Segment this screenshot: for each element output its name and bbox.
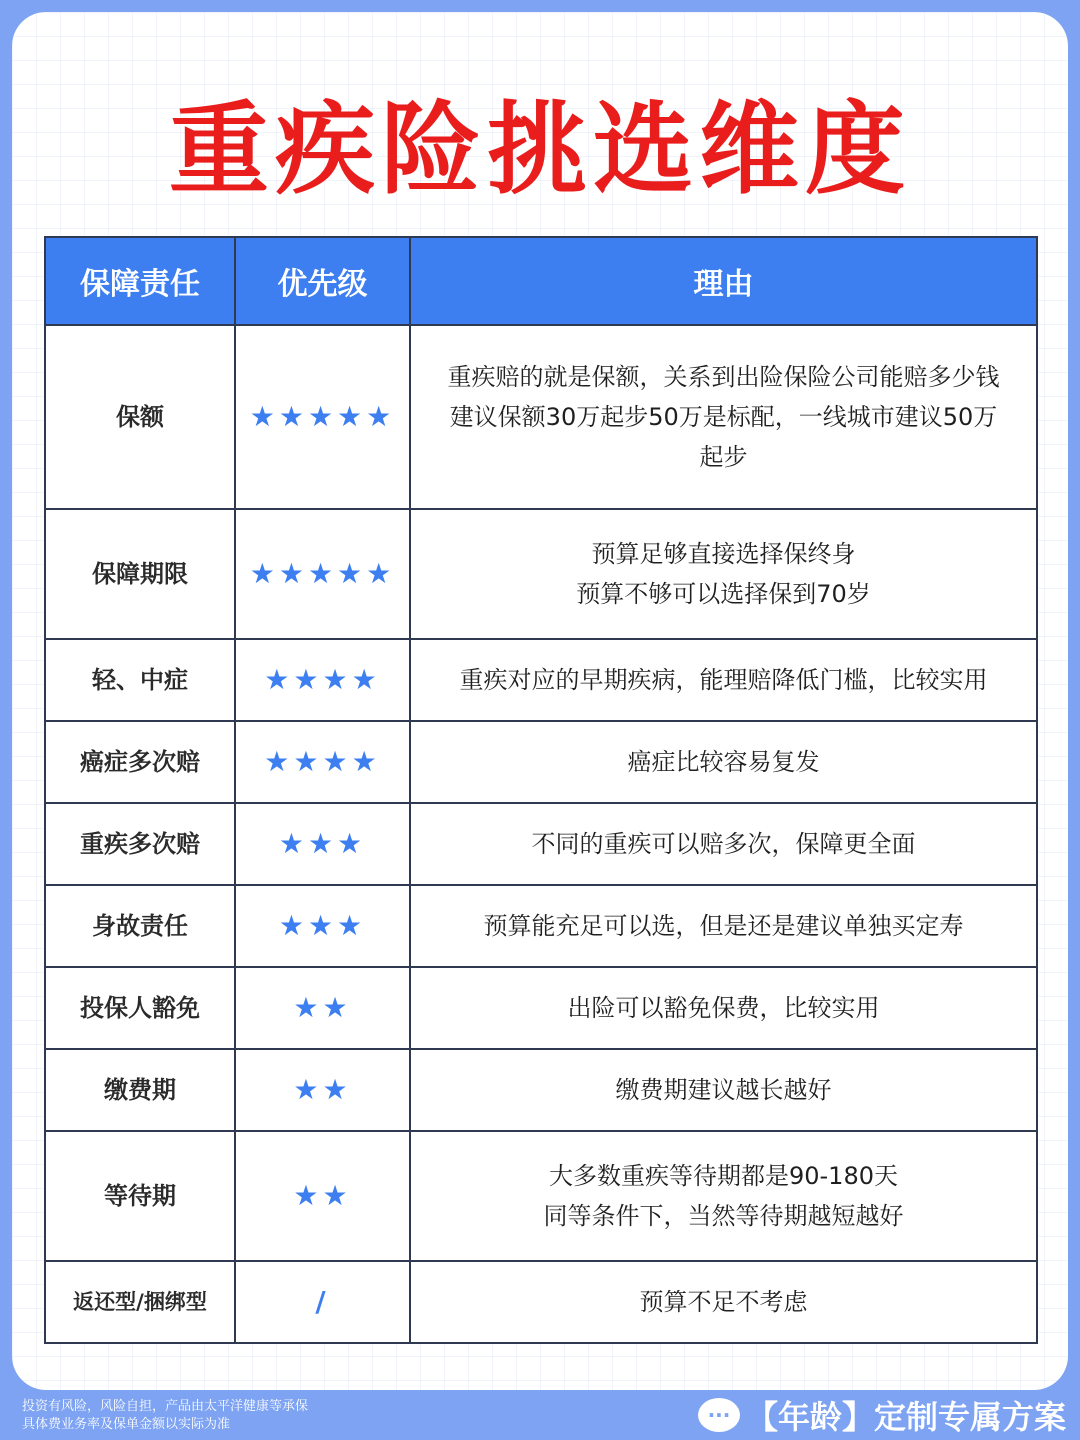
reason-cell	[410, 325, 1037, 509]
priority-cell: /	[235, 1261, 410, 1343]
priority-cell: ★★	[235, 1049, 410, 1131]
priority-cell: ★★★★	[235, 639, 410, 721]
table-row	[45, 1261, 1037, 1343]
table-header-row	[45, 237, 1037, 325]
reason-line: 癌症比较容易复发	[627, 748, 820, 776]
coverage-cell: 保额	[45, 325, 235, 509]
reason-line: 缴费期建议越长越好	[615, 1076, 832, 1104]
reason-line: 预算足够直接选择保终身	[591, 540, 856, 568]
table-row	[45, 967, 1037, 1049]
coverage-cell: 重疾多次赔	[45, 803, 235, 885]
reason-line: 起步	[699, 443, 748, 471]
table-row	[45, 803, 1037, 885]
reason-cell	[410, 1049, 1037, 1131]
disclaimer-line: 具体费业务率及保单金额以实际为准	[22, 1417, 231, 1432]
header-coverage: 保障责任	[45, 237, 235, 325]
priority-cell: ★★	[235, 1131, 410, 1261]
reason-cell	[410, 721, 1037, 803]
header-priority: 优先级	[235, 237, 410, 325]
comparison-table	[44, 236, 1038, 1344]
coverage-cell: 保障期限	[45, 509, 235, 639]
custom-plan-link[interactable]	[698, 1392, 1066, 1438]
content-card	[12, 12, 1068, 1390]
table-row	[45, 639, 1037, 721]
table-row	[45, 885, 1037, 967]
reason-line: 重疾对应的早期疾病，能理赔降低门槛，比较实用	[459, 666, 988, 694]
reason-line: 同等条件下，当然等待期越短越好	[543, 1202, 904, 1230]
reason-cell	[410, 1261, 1037, 1343]
priority-cell: ★★	[235, 967, 410, 1049]
table-row	[45, 325, 1037, 509]
footer-bar	[0, 1390, 1080, 1440]
coverage-cell: 轻、中症	[45, 639, 235, 721]
chat-bubble-icon: ···	[698, 1398, 740, 1432]
reason-line: 重疾赔的就是保额，关系到出险保险公司能赔多少钱	[447, 363, 1000, 391]
priority-cell: ★★★★★	[235, 325, 410, 509]
coverage-cell: 癌症多次赔	[45, 721, 235, 803]
priority-cell: ★★★	[235, 803, 410, 885]
header-reason: 理由	[410, 237, 1037, 325]
coverage-cell: 等待期	[45, 1131, 235, 1261]
reason-cell	[410, 967, 1037, 1049]
reason-line: 预算能充足可以选，但是还是建议单独买定寿	[483, 912, 964, 940]
reason-cell	[410, 803, 1037, 885]
table-row	[45, 1131, 1037, 1261]
cta-text: 【年龄】定制专属方案	[745, 1398, 1066, 1436]
coverage-cell: 返还型/捆绑型	[45, 1261, 235, 1343]
reason-cell	[410, 885, 1037, 967]
disclaimer-line: 投资有风险，风险自担，产品由太平洋健康等承保	[22, 1399, 309, 1414]
page-title: 重疾险挑选维度	[169, 91, 911, 208]
coverage-cell: 缴费期	[45, 1049, 235, 1131]
reason-line: 出险可以豁免保费，比较实用	[567, 994, 880, 1022]
coverage-cell: 投保人豁免	[45, 967, 235, 1049]
reason-line: 预算不够可以选择保到70岁	[576, 580, 871, 608]
reason-line: 建议保额30万起步50万是标配，一线城市建议50万	[449, 403, 998, 431]
table-row	[45, 721, 1037, 803]
reason-cell	[410, 639, 1037, 721]
priority-cell: ★★★★★	[235, 509, 410, 639]
table-row	[45, 1049, 1037, 1131]
priority-cell: ★★★	[235, 885, 410, 967]
coverage-cell: 身故责任	[45, 885, 235, 967]
priority-cell: ★★★★	[235, 721, 410, 803]
reason-line: 预算不足不考虑	[639, 1288, 808, 1316]
reason-cell	[410, 1131, 1037, 1261]
disclaimer	[22, 1398, 308, 1434]
reason-line: 大多数重疾等待期都是90-180天	[548, 1162, 898, 1190]
reason-cell	[410, 509, 1037, 639]
reason-line: 不同的重疾可以赔多次，保障更全面	[531, 830, 916, 858]
table-row	[45, 509, 1037, 639]
